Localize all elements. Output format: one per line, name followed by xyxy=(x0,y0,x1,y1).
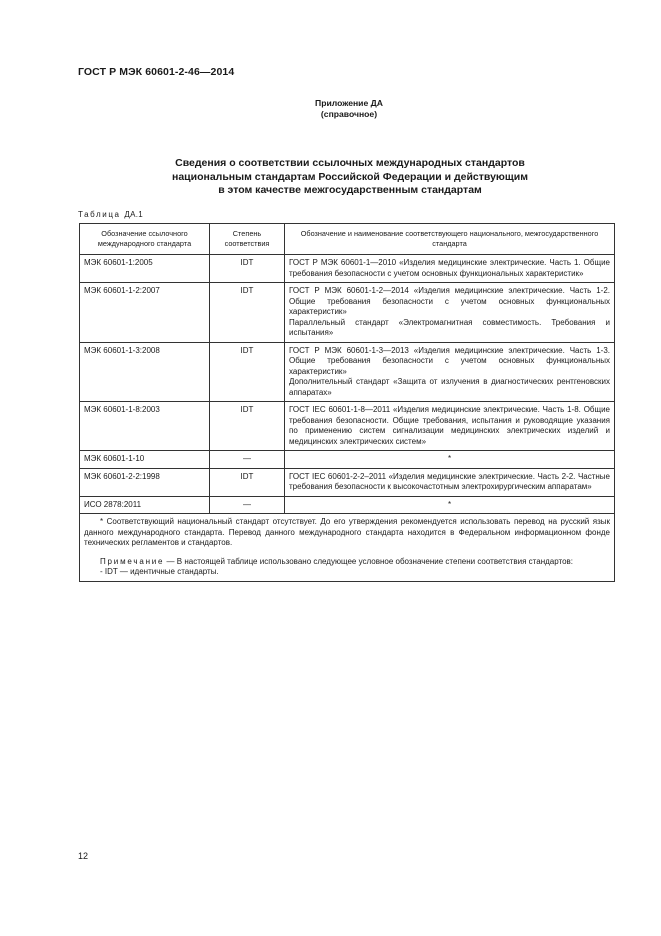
cell-degree: IDT xyxy=(210,255,285,283)
cell-national-standard xyxy=(285,255,615,283)
national-standard-text: * xyxy=(447,499,452,509)
note-label: Примечание xyxy=(100,556,165,566)
table-row xyxy=(80,402,615,451)
table-label-word: Таблица xyxy=(78,210,121,219)
section-title-line: национальным стандартам Российской Федерации и действующим xyxy=(171,170,528,183)
cell-international-standard: МЭК 60601-1-10 xyxy=(80,451,210,469)
cell-international-standard: МЭК 60601-1-3:2008 xyxy=(80,342,210,402)
cell-international-standard: МЭК 60601-1-2:2007 xyxy=(80,283,210,343)
table-row xyxy=(80,283,615,343)
cell-degree: — xyxy=(210,451,285,469)
table-row xyxy=(80,496,615,514)
table-row xyxy=(80,468,615,496)
header-international-standard: Обозначение ссылочного международного стандарта xyxy=(80,224,210,255)
table-label-number: ДА.1 xyxy=(124,210,144,219)
cell-degree: IDT xyxy=(210,402,285,451)
cell-national-standard xyxy=(285,451,615,469)
page-number: 12 xyxy=(78,851,89,861)
note-item: - IDT — идентичные стандарты. xyxy=(100,567,219,576)
annex-subtitle: (справочное) xyxy=(320,109,378,119)
table-row xyxy=(80,255,615,283)
header-national-standard: Обозначение и наименование соответствующего национального, межгосударственного стандарта xyxy=(285,224,615,255)
document-id: ГОСТ Р МЭК 60601-2-46—2014 xyxy=(78,66,235,78)
table-row xyxy=(80,451,615,469)
cell-national-standard xyxy=(285,342,615,402)
annex-heading xyxy=(0,98,661,120)
cell-degree: IDT xyxy=(210,342,285,402)
cell-international-standard: МЭК 60601-1:2005 xyxy=(80,255,210,283)
cell-international-standard: ИСО 2878:2011 xyxy=(80,496,210,514)
footnote: * Соответствующий национальный стандарт отсутствует. До его утверждения рекомендуется использовать перевод на русский язык данного международного стандарта. Перевод данного международного стандарта находится в Федеральном информационном фонде технических регламентов и стандартов. xyxy=(84,517,610,547)
section-title xyxy=(120,157,580,198)
cell-national-standard xyxy=(285,468,615,496)
table-notes-row xyxy=(80,514,615,582)
header-degree: Степень соответствия xyxy=(210,224,285,255)
cell-national-standard xyxy=(285,283,615,343)
cell-degree: — xyxy=(210,496,285,514)
cell-national-standard xyxy=(285,402,615,451)
national-standard-text: Дополнительный стандарт «Защита от излучения в диагностических рентгеновских аппаратах» xyxy=(289,377,610,397)
table-header-row xyxy=(80,224,615,255)
cell-national-standard xyxy=(285,496,615,514)
national-standard-text: ГОСТ Р МЭК 60601-1-2—2014 «Изделия медицинские электрические. Часть 1-2. Общие требования безопасности с учетом основных функциональных характеристик» xyxy=(289,286,610,316)
national-standard-text: ГОСТ IEC 60601-2-2–2011 «Изделия медицинские электрические. Часть 2-2. Частные требования безопасности к высокочастотным электрохирургическим аппаратам» xyxy=(289,471,610,491)
annex-title: Приложение ДА xyxy=(315,98,383,108)
table-body xyxy=(80,255,615,514)
table-label xyxy=(78,210,143,219)
section-title-line: в этом качестве межгосударственным стандартам xyxy=(218,184,482,197)
national-standard-text: * xyxy=(447,454,452,463)
note xyxy=(84,557,610,568)
cell-international-standard: МЭК 60601-2-2:1998 xyxy=(80,468,210,496)
table-notes xyxy=(80,514,615,582)
national-standard-text: ГОСТ IEC 60601-1-8—2011 «Изделия медицинские электрические. Часть 1-8. Общие требования безопасности. Общие требования, испытания и руководящие указания по применению систем сигнализации медицинских электрических изделий и медицинских электрических систем» xyxy=(289,405,610,446)
correspondence-table xyxy=(79,223,615,582)
cell-degree: IDT xyxy=(210,468,285,496)
section-title-line: Сведения о соответствии ссылочных международных стандартов xyxy=(175,157,525,169)
national-standard-text: Параллельный стандарт «Электромагнитная совместимость. Требования и испытания» xyxy=(289,317,610,337)
cell-international-standard: МЭК 60601-1-8:2003 xyxy=(80,402,210,451)
national-standard-text: ГОСТ Р МЭК 60601-1-3—2013 «Изделия медицинские электрические. Часть 1-3. Общие требования безопасности с учетом основных функциональных характеристик» xyxy=(289,345,610,376)
table-row xyxy=(80,342,615,402)
note-text: — В настоящей таблице использовано следующее условное обозначение степени соответствия стандартов: xyxy=(166,556,573,566)
national-standard-text: ГОСТ Р МЭК 60601-1—2010 «Изделия медицинские электрические. Часть 1. Общие требования безопасности с учетом основных функциональных характеристик» xyxy=(289,258,610,278)
cell-degree: IDT xyxy=(210,283,285,343)
